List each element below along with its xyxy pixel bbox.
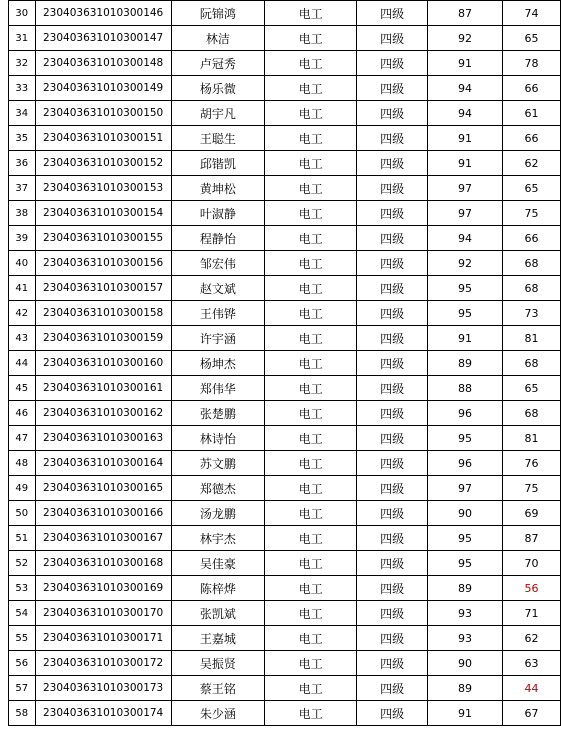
- practical-score-cell: 61: [502, 101, 560, 126]
- candidate-id-cell: 230403631010300149: [35, 76, 171, 101]
- candidate-id-cell: 230403631010300154: [35, 201, 171, 226]
- candidate-name-cell: 卢冠秀: [171, 51, 264, 76]
- trade-cell: 电工: [265, 576, 357, 601]
- candidate-id-cell: 230403631010300172: [35, 651, 171, 676]
- row-number-cell: 33: [9, 76, 36, 101]
- theory-score-cell: 91: [427, 701, 502, 726]
- candidate-id-cell: 230403631010300166: [35, 501, 171, 526]
- trade-cell: 电工: [265, 26, 357, 51]
- candidate-name-cell: 吴佳豪: [171, 551, 264, 576]
- practical-score-cell: 65: [502, 26, 560, 51]
- row-number-cell: 49: [9, 476, 36, 501]
- table-row: [9, 376, 561, 401]
- table-row: [9, 476, 561, 501]
- candidate-id-cell: 230403631010300148: [35, 51, 171, 76]
- trade-cell: 电工: [265, 326, 357, 351]
- trade-cell: 电工: [265, 526, 357, 551]
- theory-score-cell: 91: [427, 151, 502, 176]
- candidate-id-cell: 230403631010300168: [35, 551, 171, 576]
- candidate-id-cell: 230403631010300162: [35, 401, 171, 426]
- theory-score-cell: 91: [427, 51, 502, 76]
- row-number-cell: 52: [9, 551, 36, 576]
- table-row: [9, 426, 561, 451]
- level-cell: 四级: [357, 276, 428, 301]
- theory-score-cell: 95: [427, 526, 502, 551]
- practical-score-cell: 68: [502, 251, 560, 276]
- trade-cell: 电工: [265, 251, 357, 276]
- candidate-name-cell: 林诗怡: [171, 426, 264, 451]
- level-cell: 四级: [357, 201, 428, 226]
- candidate-name-cell: 蔡王铭: [171, 676, 264, 701]
- trade-cell: 电工: [265, 351, 357, 376]
- practical-score-cell: 81: [502, 326, 560, 351]
- table-row: [9, 301, 561, 326]
- level-cell: 四级: [357, 676, 428, 701]
- level-cell: 四级: [357, 1, 428, 26]
- practical-score-cell: 66: [502, 126, 560, 151]
- table-row: [9, 1, 561, 26]
- theory-score-cell: 90: [427, 501, 502, 526]
- candidate-name-cell: 张凯斌: [171, 601, 264, 626]
- theory-score-cell: 95: [427, 301, 502, 326]
- practical-score-cell: 62: [502, 151, 560, 176]
- candidate-id-cell: 230403631010300152: [35, 151, 171, 176]
- theory-score-cell: 92: [427, 251, 502, 276]
- trade-cell: 电工: [265, 401, 357, 426]
- level-cell: 四级: [357, 526, 428, 551]
- candidate-name-cell: 朱少涵: [171, 701, 264, 726]
- practical-score-cell: 68: [502, 351, 560, 376]
- candidate-name-cell: 胡宇凡: [171, 101, 264, 126]
- theory-score-cell: 93: [427, 626, 502, 651]
- candidate-name-cell: 苏文鹏: [171, 451, 264, 476]
- trade-cell: 电工: [265, 101, 357, 126]
- table-row: [9, 151, 561, 176]
- theory-score-cell: 95: [427, 276, 502, 301]
- table-row: [9, 101, 561, 126]
- practical-score-cell: 66: [502, 76, 560, 101]
- candidate-name-cell: 张楚鹏: [171, 401, 264, 426]
- row-number-cell: 55: [9, 626, 36, 651]
- candidate-id-cell: 230403631010300173: [35, 676, 171, 701]
- level-cell: 四级: [357, 51, 428, 76]
- level-cell: 四级: [357, 401, 428, 426]
- trade-cell: 电工: [265, 501, 357, 526]
- trade-cell: 电工: [265, 76, 357, 101]
- level-cell: 四级: [357, 551, 428, 576]
- candidate-name-cell: 王嘉城: [171, 626, 264, 651]
- practical-score-cell: 68: [502, 276, 560, 301]
- table-row: [9, 601, 561, 626]
- candidate-id-cell: 230403631010300151: [35, 126, 171, 151]
- row-number-cell: 30: [9, 1, 36, 26]
- row-number-cell: 41: [9, 276, 36, 301]
- candidate-id-cell: 230403631010300169: [35, 576, 171, 601]
- row-number-cell: 39: [9, 226, 36, 251]
- level-cell: 四级: [357, 501, 428, 526]
- trade-cell: 电工: [265, 601, 357, 626]
- practical-score-cell: 75: [502, 201, 560, 226]
- row-number-cell: 34: [9, 101, 36, 126]
- level-cell: 四级: [357, 326, 428, 351]
- theory-score-cell: 96: [427, 451, 502, 476]
- row-number-cell: 42: [9, 301, 36, 326]
- practical-score-cell: 75: [502, 476, 560, 501]
- row-number-cell: 48: [9, 451, 36, 476]
- candidate-name-cell: 王聪生: [171, 126, 264, 151]
- trade-cell: 电工: [265, 126, 357, 151]
- level-cell: 四级: [357, 451, 428, 476]
- table-row: [9, 226, 561, 251]
- candidate-id-cell: 230403631010300155: [35, 226, 171, 251]
- candidate-name-cell: 邱锴凯: [171, 151, 264, 176]
- theory-score-cell: 97: [427, 476, 502, 501]
- candidate-id-cell: 230403631010300167: [35, 526, 171, 551]
- candidate-name-cell: 杨乐微: [171, 76, 264, 101]
- candidate-name-cell: 吴振贤: [171, 651, 264, 676]
- practical-score-cell: 44: [502, 676, 560, 701]
- candidate-id-cell: 230403631010300170: [35, 601, 171, 626]
- theory-score-cell: 91: [427, 126, 502, 151]
- candidate-name-cell: 叶淑静: [171, 201, 264, 226]
- level-cell: 四级: [357, 701, 428, 726]
- theory-score-cell: 95: [427, 426, 502, 451]
- trade-cell: 电工: [265, 451, 357, 476]
- candidate-id-cell: 230403631010300153: [35, 176, 171, 201]
- theory-score-cell: 94: [427, 76, 502, 101]
- theory-score-cell: 89: [427, 576, 502, 601]
- practical-score-cell: 69: [502, 501, 560, 526]
- level-cell: 四级: [357, 301, 428, 326]
- row-number-cell: 44: [9, 351, 36, 376]
- candidate-name-cell: 郑德杰: [171, 476, 264, 501]
- row-number-cell: 58: [9, 701, 36, 726]
- table-row: [9, 626, 561, 651]
- theory-score-cell: 95: [427, 551, 502, 576]
- candidate-id-cell: 230403631010300156: [35, 251, 171, 276]
- trade-cell: 电工: [265, 676, 357, 701]
- practical-score-cell: 74: [502, 1, 560, 26]
- candidate-id-cell: 230403631010300158: [35, 301, 171, 326]
- candidate-name-cell: 王伟铧: [171, 301, 264, 326]
- trade-cell: 电工: [265, 376, 357, 401]
- row-number-cell: 53: [9, 576, 36, 601]
- candidate-name-cell: 邹宏伟: [171, 251, 264, 276]
- practical-score-cell: 62: [502, 626, 560, 651]
- trade-cell: 电工: [265, 226, 357, 251]
- level-cell: 四级: [357, 126, 428, 151]
- theory-score-cell: 90: [427, 651, 502, 676]
- practical-score-cell: 71: [502, 601, 560, 626]
- theory-score-cell: 97: [427, 176, 502, 201]
- row-number-cell: 45: [9, 376, 36, 401]
- theory-score-cell: 96: [427, 401, 502, 426]
- candidate-id-cell: 230403631010300150: [35, 101, 171, 126]
- practical-score-cell: 73: [502, 301, 560, 326]
- row-number-cell: 35: [9, 126, 36, 151]
- row-number-cell: 51: [9, 526, 36, 551]
- table-row: [9, 76, 561, 101]
- candidate-name-cell: 陈梓烨: [171, 576, 264, 601]
- row-number-cell: 47: [9, 426, 36, 451]
- level-cell: 四级: [357, 101, 428, 126]
- candidate-name-cell: 林洁: [171, 26, 264, 51]
- table-row: [9, 126, 561, 151]
- level-cell: 四级: [357, 176, 428, 201]
- trade-cell: 电工: [265, 701, 357, 726]
- practical-score-cell: 67: [502, 701, 560, 726]
- candidate-id-cell: 230403631010300163: [35, 426, 171, 451]
- practical-score-cell: 65: [502, 376, 560, 401]
- table-row: [9, 26, 561, 51]
- theory-score-cell: 89: [427, 676, 502, 701]
- level-cell: 四级: [357, 651, 428, 676]
- table-row: [9, 51, 561, 76]
- candidate-name-cell: 郑伟华: [171, 376, 264, 401]
- candidate-name-cell: 汤龙鹏: [171, 501, 264, 526]
- table-row: [9, 651, 561, 676]
- candidate-id-cell: 230403631010300161: [35, 376, 171, 401]
- practical-score-cell: 66: [502, 226, 560, 251]
- row-number-cell: 57: [9, 676, 36, 701]
- table-row: [9, 701, 561, 726]
- row-number-cell: 56: [9, 651, 36, 676]
- candidate-name-cell: 杨坤杰: [171, 351, 264, 376]
- row-number-cell: 38: [9, 201, 36, 226]
- candidate-id-cell: 230403631010300165: [35, 476, 171, 501]
- level-cell: 四级: [357, 426, 428, 451]
- trade-cell: 电工: [265, 1, 357, 26]
- candidate-name-cell: 赵文斌: [171, 276, 264, 301]
- table-row: [9, 526, 561, 551]
- table-row: [9, 551, 561, 576]
- practical-score-cell: 76: [502, 451, 560, 476]
- level-cell: 四级: [357, 476, 428, 501]
- table-row: [9, 401, 561, 426]
- trade-cell: 电工: [265, 176, 357, 201]
- level-cell: 四级: [357, 76, 428, 101]
- theory-score-cell: 97: [427, 201, 502, 226]
- row-number-cell: 50: [9, 501, 36, 526]
- row-number-cell: 54: [9, 601, 36, 626]
- table-row: [9, 201, 561, 226]
- candidate-id-cell: 230403631010300164: [35, 451, 171, 476]
- practical-score-cell: 81: [502, 426, 560, 451]
- theory-score-cell: 88: [427, 376, 502, 401]
- practical-score-cell: 78: [502, 51, 560, 76]
- table-row: [9, 676, 561, 701]
- candidate-name-cell: 阮锦鸿: [171, 1, 264, 26]
- practical-score-cell: 70: [502, 551, 560, 576]
- row-number-cell: 46: [9, 401, 36, 426]
- theory-score-cell: 91: [427, 326, 502, 351]
- row-number-cell: 31: [9, 26, 36, 51]
- level-cell: 四级: [357, 351, 428, 376]
- row-number-cell: 36: [9, 151, 36, 176]
- practical-score-cell: 56: [502, 576, 560, 601]
- candidate-id-cell: 230403631010300171: [35, 626, 171, 651]
- trade-cell: 电工: [265, 551, 357, 576]
- trade-cell: 电工: [265, 426, 357, 451]
- row-number-cell: 37: [9, 176, 36, 201]
- level-cell: 四级: [357, 601, 428, 626]
- trade-cell: 电工: [265, 151, 357, 176]
- trade-cell: 电工: [265, 276, 357, 301]
- table-row: [9, 501, 561, 526]
- candidate-id-cell: 230403631010300146: [35, 1, 171, 26]
- practical-score-cell: 63: [502, 651, 560, 676]
- candidate-name-cell: 程静怡: [171, 226, 264, 251]
- table-row: [9, 276, 561, 301]
- candidate-name-cell: 黄坤松: [171, 176, 264, 201]
- level-cell: 四级: [357, 576, 428, 601]
- practical-score-cell: 87: [502, 526, 560, 551]
- theory-score-cell: 92: [427, 26, 502, 51]
- trade-cell: 电工: [265, 476, 357, 501]
- level-cell: 四级: [357, 26, 428, 51]
- theory-score-cell: 93: [427, 601, 502, 626]
- level-cell: 四级: [357, 251, 428, 276]
- row-number-cell: 43: [9, 326, 36, 351]
- candidate-name-cell: 许宇涵: [171, 326, 264, 351]
- theory-score-cell: 94: [427, 101, 502, 126]
- level-cell: 四级: [357, 226, 428, 251]
- theory-score-cell: 94: [427, 226, 502, 251]
- candidate-id-cell: 230403631010300157: [35, 276, 171, 301]
- trade-cell: 电工: [265, 201, 357, 226]
- practical-score-cell: 65: [502, 176, 560, 201]
- theory-score-cell: 89: [427, 351, 502, 376]
- practical-score-cell: 68: [502, 401, 560, 426]
- candidate-name-cell: 林宇杰: [171, 526, 264, 551]
- theory-score-cell: 87: [427, 1, 502, 26]
- level-cell: 四级: [357, 376, 428, 401]
- table-row: [9, 176, 561, 201]
- table-row: [9, 351, 561, 376]
- table-row: [9, 576, 561, 601]
- candidate-id-cell: 230403631010300147: [35, 26, 171, 51]
- trade-cell: 电工: [265, 626, 357, 651]
- table-body: [9, 1, 561, 726]
- trade-cell: 电工: [265, 51, 357, 76]
- trade-cell: 电工: [265, 301, 357, 326]
- results-table: [8, 0, 561, 726]
- candidate-id-cell: 230403631010300160: [35, 351, 171, 376]
- row-number-cell: 40: [9, 251, 36, 276]
- level-cell: 四级: [357, 626, 428, 651]
- table-row: [9, 451, 561, 476]
- row-number-cell: 32: [9, 51, 36, 76]
- trade-cell: 电工: [265, 651, 357, 676]
- table-row: [9, 251, 561, 276]
- level-cell: 四级: [357, 151, 428, 176]
- candidate-id-cell: 230403631010300159: [35, 326, 171, 351]
- table-row: [9, 326, 561, 351]
- candidate-id-cell: 230403631010300174: [35, 701, 171, 726]
